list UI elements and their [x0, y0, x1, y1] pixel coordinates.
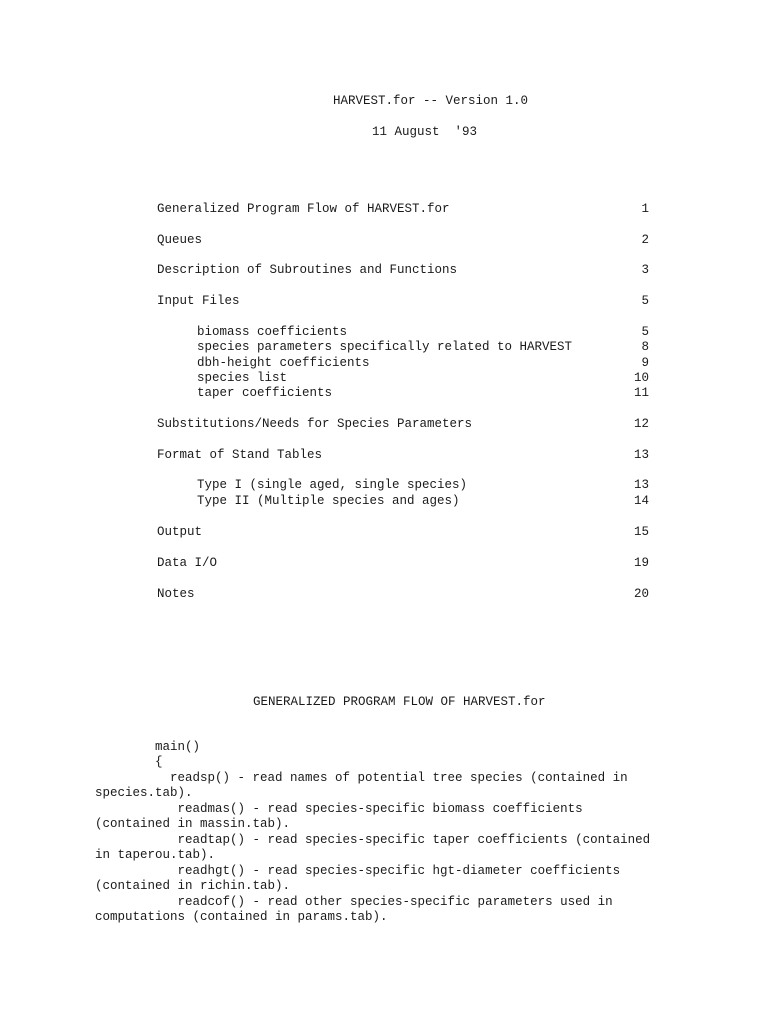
- toc-entry-title: Queues: [157, 233, 203, 247]
- code-line: {: [95, 755, 163, 769]
- toc-entry-title: Notes: [157, 587, 195, 601]
- code-line: readsp() - read names of potential tree species (contained in: [95, 771, 628, 785]
- code-line: species.tab).: [95, 786, 193, 800]
- code-line: (contained in richin.tab).: [95, 879, 291, 893]
- toc-subentry-page: 9: [641, 356, 649, 370]
- toc-subentry-page: 8: [641, 340, 649, 354]
- toc-entry-page: 3: [641, 263, 649, 277]
- toc-entry-page: 20: [633, 587, 649, 601]
- toc-entry-page: 2: [641, 233, 649, 247]
- code-line: in taperou.tab).: [95, 848, 216, 862]
- code-line: readtap() - read species-specific taper coefficients (contained: [95, 833, 651, 847]
- toc-subentry-page: 10: [633, 371, 649, 385]
- toc-entry-page: 5: [641, 294, 649, 308]
- toc-subentry-title: species list: [197, 371, 288, 385]
- code-line: readhgt() - read species-specific hgt-diameter coefficients: [95, 864, 621, 878]
- toc-entry-page: 19: [633, 556, 649, 570]
- toc-subentry-page: 5: [641, 325, 649, 339]
- document-date: 11 August '93: [372, 125, 478, 139]
- toc-subentry-page: 11: [633, 386, 649, 400]
- toc-subentry-title: taper coefficients: [197, 386, 333, 400]
- document-title: HARVEST.for -- Version 1.0: [333, 94, 529, 108]
- toc-entry-title: Substitutions/Needs for Species Parameters: [157, 417, 473, 431]
- toc-subentry-title: biomass coefficients: [197, 325, 348, 339]
- section-heading: GENERALIZED PROGRAM FLOW OF HARVEST.for: [253, 695, 546, 709]
- code-line: (contained in massin.tab).: [95, 817, 291, 831]
- toc-subentry-title: Type II (Multiple species and ages): [197, 494, 460, 508]
- toc-subentry-title: species parameters specifically related to HARVEST: [197, 340, 573, 354]
- toc-entry-title: Input Files: [157, 294, 240, 308]
- code-line: readmas() - read species-specific biomass coefficients: [95, 802, 583, 816]
- toc-entry-title: Format of Stand Tables: [157, 448, 323, 462]
- toc-entry-title: Generalized Program Flow of HARVEST.for: [157, 202, 450, 216]
- toc-subentry-title: Type I (single aged, single species): [197, 478, 468, 492]
- toc-subentry-title: dbh-height coefficients: [197, 356, 370, 370]
- toc-entry-page: 13: [633, 448, 649, 462]
- toc-entry-title: Description of Subroutines and Functions: [157, 263, 458, 277]
- toc-entry-page: 1: [641, 202, 649, 216]
- toc-entry-title: Data I/O: [157, 556, 218, 570]
- code-line: computations (contained in params.tab).: [95, 910, 388, 924]
- toc-subentry-page: 14: [633, 494, 649, 508]
- toc-entry-page: 12: [633, 417, 649, 431]
- code-line: main(): [95, 740, 201, 754]
- toc-subentry-page: 13: [633, 478, 649, 492]
- toc-entry-page: 15: [633, 525, 649, 539]
- code-line: readcof() - read other species-specific parameters used in: [95, 895, 613, 909]
- toc-entry-title: Output: [157, 525, 203, 539]
